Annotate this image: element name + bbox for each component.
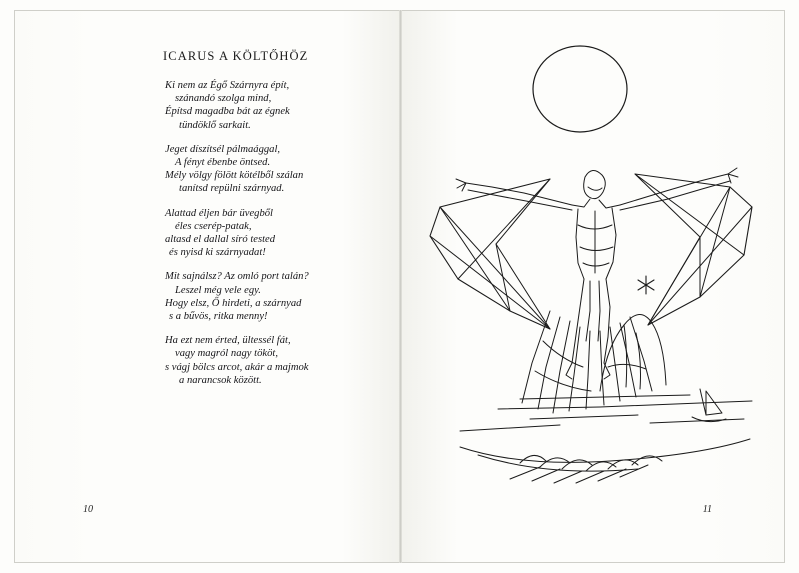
poem-line: Alattad éljen bár üvegből: [165, 207, 273, 219]
poem-line: Mély völgy fölött kötélből szálan: [165, 170, 304, 182]
poem-body: [165, 79, 395, 398]
poem-line: Ha ezt nem érted, ültessél fát,: [165, 335, 291, 347]
stanza-4: [165, 270, 395, 323]
page-number-right: 11: [702, 504, 712, 515]
book-gutter: [399, 10, 402, 563]
poem-title: ICARUS A KÖLTŐHÖZ: [163, 49, 309, 63]
poem-line: A fényt ébenbe öntsed.: [175, 157, 271, 169]
poem-line: szánandó szolga mind,: [175, 93, 272, 105]
stanza-2: [165, 143, 395, 196]
poem-line: Jeget díszítsél pálmaággal,: [165, 143, 281, 155]
poem-line: Hogy elsz, Ő hirdeti, a szárnyad: [165, 297, 302, 309]
poem-line: a narancsok között.: [179, 374, 262, 386]
poem-line: Ki nem az Égő Szárnyra épít,: [165, 80, 290, 91]
poem-line: s vágj bölcs arcot, akár a majmok: [165, 361, 309, 373]
open-book: [14, 10, 785, 563]
poem-line: és nyisd ki szárnyadat!: [169, 247, 266, 259]
poem-line: s a bűvös, ritka menny!: [169, 311, 268, 323]
poem-line: tanítsd repülni szárnyad.: [179, 183, 285, 195]
stanza-5: [165, 334, 395, 387]
poem-line: éles cserép-patak,: [175, 220, 252, 232]
page-number-left: 10: [83, 504, 93, 515]
left-page: [14, 10, 400, 563]
icarus-line-drawing: [400, 11, 785, 562]
stanza-3: [165, 207, 395, 260]
poem-line: Építsd magadba bát az égnek: [165, 106, 290, 118]
poem-line: vagy magról nagy tököt,: [175, 348, 278, 360]
poem-line: tündöklő sarkait.: [179, 119, 251, 131]
poem-line: Mit sajnálsz? Az omló port talán?: [165, 271, 309, 283]
poem-line: altasd el dallal síró tested: [165, 234, 276, 246]
stanza-1: [165, 79, 395, 132]
poem-line: Leszel még vele egy.: [175, 284, 261, 296]
right-page: [400, 10, 786, 563]
